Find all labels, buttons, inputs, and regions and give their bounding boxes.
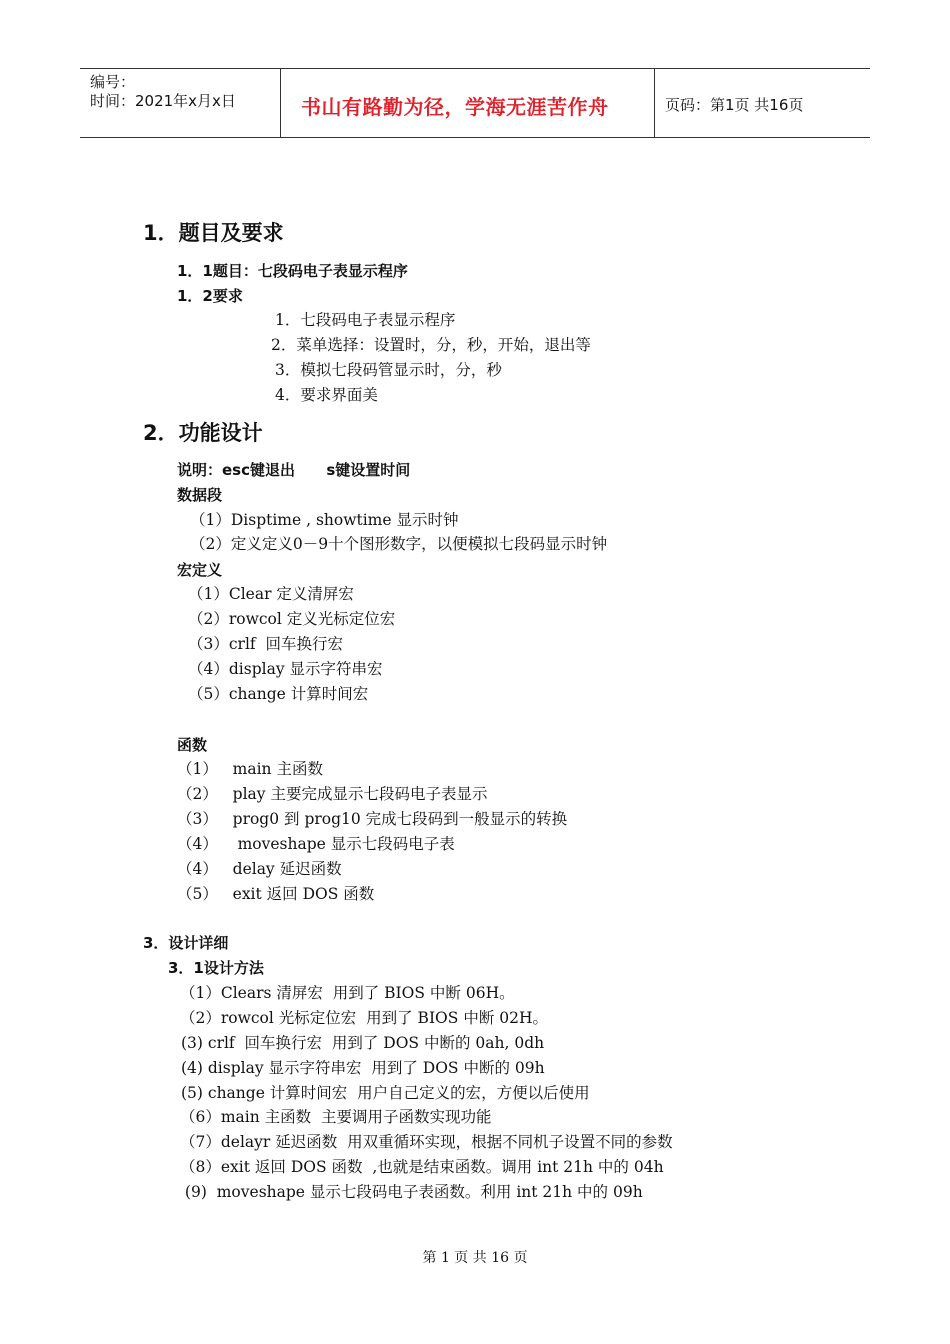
detail-item: (9) moveshape 显示七段码电子表函数。利用 int 21h 中的 09h xyxy=(180,1183,643,1201)
section-3-title: 3．设计详细 xyxy=(143,934,229,952)
data-item: （1）Disptime , showtime 显示时钟 xyxy=(190,511,459,529)
requirement-item: 3．模拟七段码管显示时，分，秒 xyxy=(275,361,502,379)
data-segment-heading: 数据段 xyxy=(177,486,223,504)
function-item: （3） prog0 到 prog10 完成七段码到一般显示的转换 xyxy=(177,810,568,828)
detail-item: (4) display 显示字符串宏 用到了 DOS 中断的 09h xyxy=(181,1059,545,1077)
detail-item: （6）main 主函数 主要调用子函数实现功能 xyxy=(180,1108,492,1126)
detail-item: (3) crlf 回车换行宏 用到了 DOS 中断的 0ah, 0dh xyxy=(181,1034,545,1052)
requirement-item: 4．要求界面美 xyxy=(275,386,378,404)
function-heading: 函数 xyxy=(177,736,208,754)
section-3-1-heading: 3．1设计方法 xyxy=(168,959,264,977)
detail-item: （2）rowcol 光标定位宏 用到了 BIOS 中断 02H。 xyxy=(180,1009,548,1027)
header-cell-motto xyxy=(281,69,655,137)
section-1-2-heading: 1．2要求 xyxy=(177,287,243,305)
function-item: （1） main 主函数 xyxy=(177,760,323,778)
header-cell-meta xyxy=(80,69,281,137)
detail-item: （8）exit 返回 DOS 函数 ,也就是结束函数。调用 int 21h 中的 04h xyxy=(180,1158,664,1176)
header-table xyxy=(80,68,870,138)
macro-item: （3）crlf 回车换行宏 xyxy=(188,635,344,653)
function-item: （4） moveshape 显示七段码电子表 xyxy=(177,835,455,853)
data-item: （2）定义定义0－9十个图形数字，以便模拟七段码显示时钟 xyxy=(190,535,608,553)
macro-item: （4）display 显示字符串宏 xyxy=(188,660,383,678)
page-info: 页码：第1页 共16页 xyxy=(665,96,804,114)
function-item: （2） play 主要完成显示七段码电子表显示 xyxy=(177,785,488,803)
note-line: 说明：esc键退出 s键设置时间 xyxy=(177,461,411,479)
detail-item: (5) change 计算时间宏 用户自己定义的宏，方便以后使用 xyxy=(181,1084,590,1102)
macro-heading: 宏定义 xyxy=(177,561,223,579)
macro-item: （5）change 计算时间宏 xyxy=(188,685,369,703)
macro-item: （1）Clear 定义清屏宏 xyxy=(188,585,354,603)
date-label: 时间：2021年x月x日 xyxy=(90,92,236,110)
detail-item: （7）delayr 延迟函数 用双重循环实现，根据不同机子设置不同的参数 xyxy=(180,1133,673,1151)
section-1-1-heading: 1．1题目：七段码电子表显示程序 xyxy=(177,262,408,280)
motto: 书山有路勤为径，学海无涯苦作舟 xyxy=(301,95,609,119)
section-1-title: 1．题目及要求 xyxy=(143,221,284,245)
function-item: （4） delay 延迟函数 xyxy=(177,860,342,878)
footer-page-number: 第 1 页 共 16 页 xyxy=(422,1250,528,1266)
section-2-title: 2．功能设计 xyxy=(143,421,263,445)
requirement-item: 1．七段码电子表显示程序 xyxy=(275,311,456,329)
requirement-item: 2．菜单选择：设置时，分，秒，开始，退出等 xyxy=(271,336,591,354)
detail-item: （1）Clears 清屏宏 用到了 BIOS 中断 06H。 xyxy=(180,984,515,1002)
header-cell-page xyxy=(655,69,870,137)
function-item: （5） exit 返回 DOS 函数 xyxy=(177,885,375,903)
page-footer xyxy=(0,1247,950,1267)
number-label: 编号： xyxy=(90,73,136,91)
macro-item: （2）rowcol 定义光标定位宏 xyxy=(188,610,396,628)
